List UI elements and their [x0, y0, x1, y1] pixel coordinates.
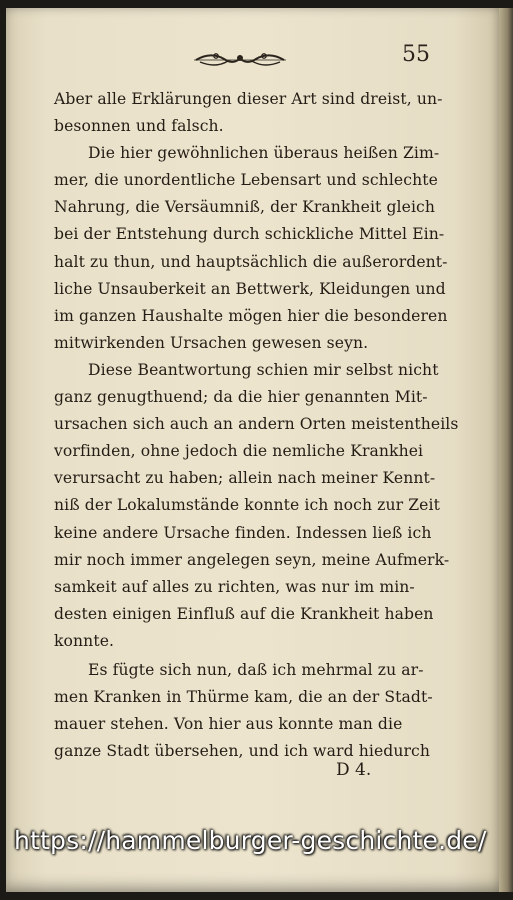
text-line: mer, die unordentliche Lebensart und schlechte	[54, 171, 438, 190]
text-line: liche Unsauberkeit an Bettwerk, Kleidungen und	[54, 279, 446, 298]
page-edge	[499, 8, 513, 892]
text-line: bei der Entstehung durch schickliche Mittel Ein-	[54, 225, 445, 244]
text-line: mauer stehen. Von hier aus konnte man die	[54, 715, 403, 734]
text-line: Es fügte sich nun, daß ich mehrmal zu ar-	[88, 660, 424, 679]
text-line: ganz genugthuend; da die hier genannten Mit-	[54, 388, 428, 407]
text-line: Diese Beantwortung schien mir selbst nicht	[88, 360, 439, 379]
text-line: samkeit auf alles zu richten, was nur im min-	[54, 577, 415, 596]
text-line: ganze Stadt übersehen, und ich ward hiedurch	[54, 742, 431, 761]
text-line: keine andere Ursache finden. Indessen ließ ich	[54, 523, 432, 542]
text-line: Die hier gewöhnlichen überaus heißen Zim-	[88, 144, 440, 163]
text-line: im ganzen Haushalte mögen hier die besonderen	[54, 306, 448, 325]
text-line: Aber alle Erklärungen dieser Art sind dreist, un-	[54, 90, 443, 108]
ornament-icon	[192, 46, 288, 72]
text-line: vorfinden, ohne jedoch die nemliche Krankhei	[54, 442, 424, 461]
text-line: niß der Lokalumstände konnte ich noch zur Zeit	[54, 496, 440, 515]
page-number: 55	[402, 42, 430, 67]
text-line: halt zu thun, und hauptsächlich die außerordent-	[54, 252, 448, 271]
body-text	[54, 86, 459, 765]
text-line: mitwirkenden Ursachen gewesen seyn.	[54, 333, 369, 352]
text-line: Nahrung, die Versäumniß, der Krankheit gleich	[54, 198, 436, 217]
text-line: konnte.	[54, 631, 115, 650]
watermark-url: https://hammelburger-geschichte.de/	[14, 826, 487, 855]
text-line: mir noch immer angelegen seyn, meine Aufmerk-	[54, 550, 450, 569]
text-line: desten einigen Einfluß auf die Krankheit haben	[54, 604, 434, 623]
text-line: verursacht zu haben; allein nach meiner Kennt-	[54, 469, 436, 488]
text-line: besonnen und falsch.	[54, 117, 224, 136]
text-line: men Kranken in Thürme kam, die an der Stadt-	[54, 688, 433, 707]
text-line: ursachen sich auch an andern Orten meistentheils	[54, 415, 459, 434]
signature-mark: D 4.	[336, 760, 372, 780]
